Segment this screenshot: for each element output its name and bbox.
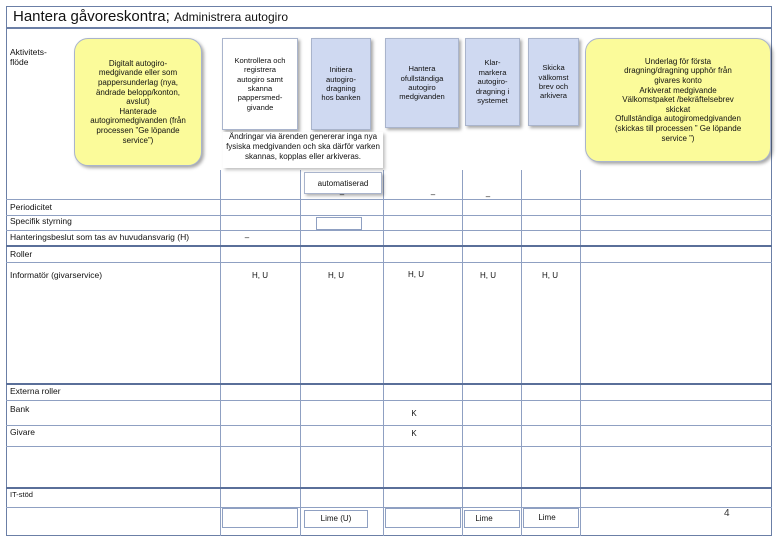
it-lime-u: Lime (U) (320, 514, 352, 523)
row-divider (6, 215, 772, 216)
lane-roles: Roller (10, 249, 33, 259)
row-divider (6, 446, 772, 447)
row-divider (6, 400, 772, 401)
step-handle-incomplete: Hantera ofullständiga autogiro medgivanden (385, 38, 459, 128)
lane-givare: Givare (10, 427, 36, 437)
title-bar (6, 6, 772, 28)
lane-informator: Informatör (givarservice) (10, 270, 103, 280)
periodicity-dash: – (485, 192, 491, 201)
column-divider (521, 170, 522, 536)
lane-specific-control: Specifik styrning (10, 216, 72, 226)
role-mark: H, U (252, 271, 268, 280)
lane-bank: Bank (10, 404, 30, 414)
role-mark: H, U (328, 271, 344, 280)
column-divider (580, 170, 581, 536)
lane-decision: Hanteringsbeslut som tas av huvudansvarig (H) (10, 232, 190, 242)
column-divider (462, 170, 463, 536)
decision-dash: – (244, 233, 250, 242)
section-divider (6, 245, 772, 247)
it-lime: Lime (538, 513, 556, 522)
role-mark: H, U (542, 271, 558, 280)
it-lime: Lime (475, 514, 493, 523)
lane-it-support: IT-stöd (10, 490, 33, 499)
column-divider (220, 170, 221, 536)
lane-activity-flow: Aktivitets- flöde (10, 47, 47, 67)
automated-tag: automatiserad (304, 172, 382, 194)
row-divider (6, 262, 772, 263)
role-mark: H, U (480, 271, 496, 280)
periodicity-dash: – (430, 190, 436, 199)
section-divider (6, 487, 772, 489)
section-divider (6, 383, 772, 385)
column-divider (300, 170, 301, 536)
step-send-welcome: Skicka välkomst brev och arkivera (528, 38, 579, 126)
row-divider (6, 230, 772, 231)
change-note: Ändringar via ärenden genererar inga nya fysiska medgivanden och ska därför varken skannas, kopplas eller arkiveras. (223, 132, 383, 168)
specific-control-box (316, 217, 362, 230)
step-initiate-withdrawal: Initiera autogiro- dragning hos banken (311, 38, 371, 130)
page-number: 4 (724, 508, 730, 519)
column-divider (383, 170, 384, 536)
periodicity-dash: – (339, 190, 345, 199)
row-divider (6, 425, 772, 426)
step-register-autogiro: Kontrollera och registrera autogiro samt skanna pappersmed- givande (222, 38, 298, 130)
lane-external-roles: Externa roller (10, 386, 61, 396)
input-bubble: Digitalt autogiro- medgivande eller som pappersunderlag (nya, ändrade belopp/konton, avslut) Hanterade autogiromedgivanden (från processen ”Ge löpande service”) (74, 38, 202, 166)
page-title (13, 8, 288, 25)
role-mark: H, U (408, 270, 424, 279)
output-bubble: Underlag för första dragning/dragning upphör från givares konto Arkiverat medgivande Välkomstpaket /bekräftelsebrev skickat Ofullständiga autogiromedgivanden (skickas till processen ” Ge löpande service ”) (585, 38, 771, 162)
givare-mark: K (411, 429, 417, 438)
title-subtitle: Administrera autogiro (173, 10, 288, 24)
bank-mark: K (411, 409, 417, 418)
step-mark-complete: Klar- markera autogiro- dragning i systemet (465, 38, 520, 126)
it-box (222, 508, 298, 528)
row-divider (6, 199, 772, 200)
it-box (385, 508, 461, 528)
title-text: Hantera gåvoreskontra; (13, 8, 170, 25)
lane-periodicity: Periodicitet (10, 202, 53, 212)
